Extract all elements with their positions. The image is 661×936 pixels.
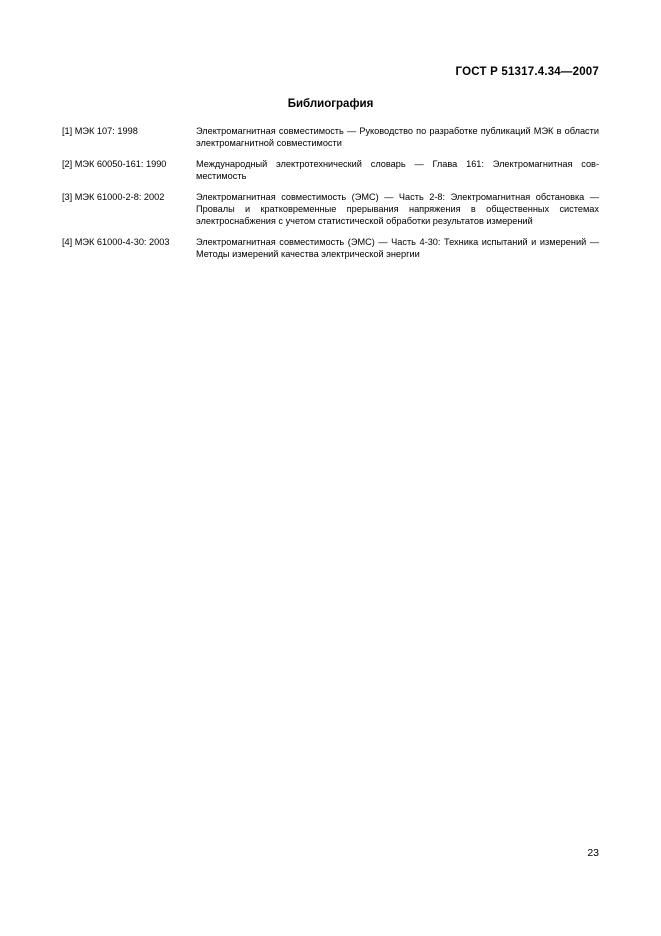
bibliography-description: Международный электротехнический словарь — Глава 161: Электромагнитная совместимость <box>196 159 599 181</box>
bibliography-description: Электромагнитная совместимость (ЭМС) — Часть 4-30: Техника испытаний и измерений — Методы измерений качества электрической энергии <box>196 237 599 259</box>
section-title: Библиография <box>287 98 374 110</box>
bibliography-reference: [2] МЭК 60050-161: 1990 <box>62 159 167 170</box>
bibliography-entry <box>62 237 599 260</box>
bibliography-reference: [1] МЭК 107: 1998 <box>62 126 138 136</box>
page-number: 23 <box>587 847 599 859</box>
bibliography-reference: [3] МЭК 61000-2-8: 2002 <box>62 192 165 203</box>
bibliography-entry <box>62 159 599 182</box>
bibliography-list <box>62 126 599 270</box>
document-header: ГОСТ Р 51317.4.34—2007 <box>455 66 599 78</box>
bibliography-description: Электромагнитная совместимость — Руководство по разработке публикаций МЭК в области электромагнитной совместимости <box>196 126 599 148</box>
bibliography-entry <box>62 192 599 227</box>
bibliography-reference: [4] МЭК 61000-4-30: 2003 <box>62 237 170 248</box>
bibliography-entry <box>62 126 599 149</box>
bibliography-description: Электромагнитная совместимость (ЭМС) — Часть 2-8: Электромагнитная обстановка — Провалы и кратковременные прерывания напряжения в общественных системах электроснабжения с учетом статистической обработки результатов измерений <box>196 192 599 226</box>
